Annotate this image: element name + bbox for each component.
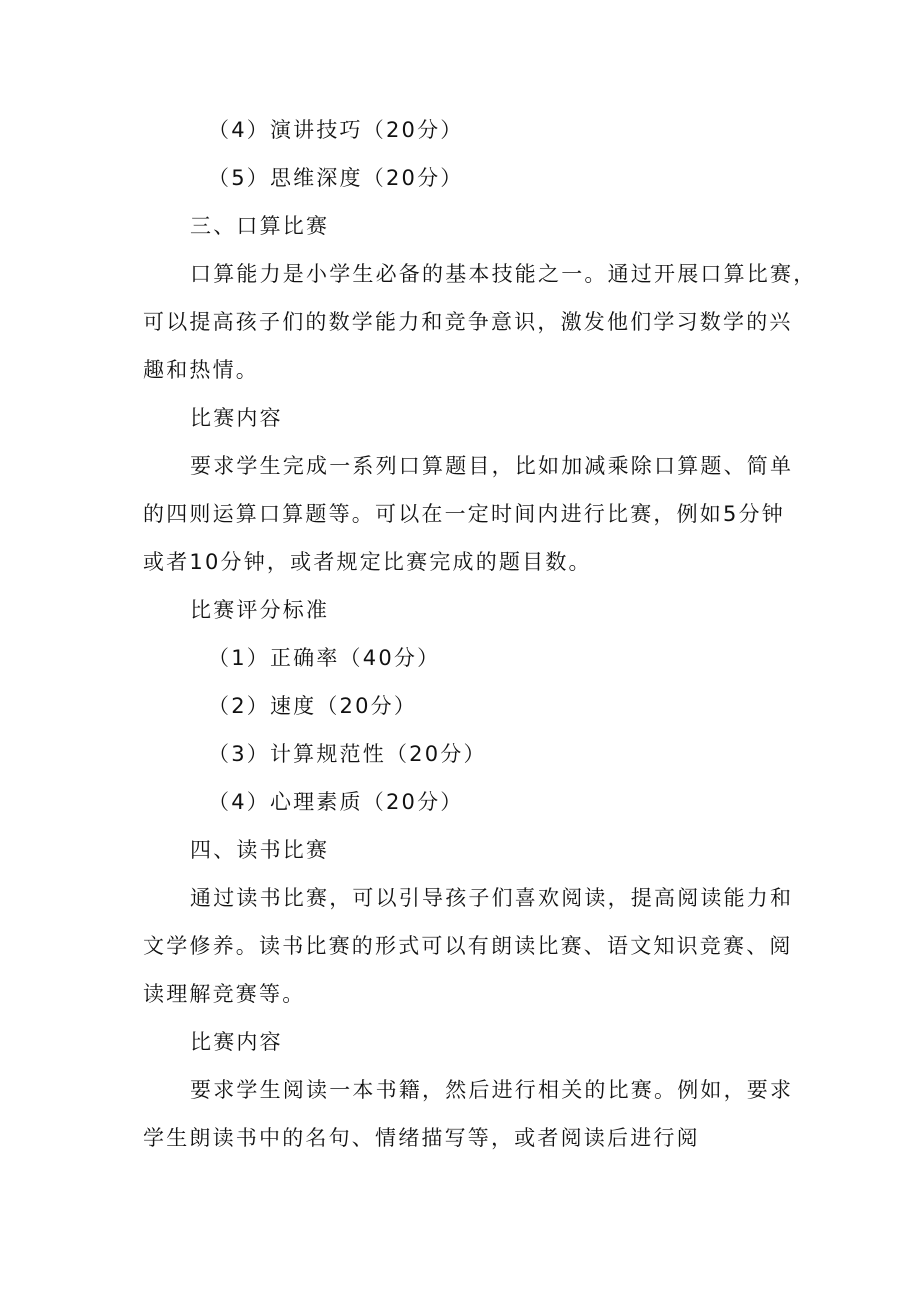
paragraph-line: 要求学生完成一系列口算题目，比如加减乘除口算题、简单 xyxy=(190,454,794,478)
score-item-thinking-depth: （5）思维深度（20分） xyxy=(208,166,464,190)
paragraph-line: 读理解竞赛等。 xyxy=(143,982,306,1006)
score-item-calculation-standard: （3）计算规范性（20分） xyxy=(208,742,487,766)
subheading-contest-content: 比赛内容 xyxy=(190,1030,283,1054)
score-item-accuracy: （1）正确率（40分） xyxy=(208,646,441,670)
paragraph-line: 要求学生阅读一本书籍，然后进行相关的比赛。例如，要求 xyxy=(190,1078,794,1102)
paragraph-line: 或者10分钟，或者规定比赛完成的题目数。 xyxy=(143,550,592,574)
paragraph-line: 趣和热情。 xyxy=(143,358,259,382)
score-item-speed: （2）速度（20分） xyxy=(208,694,418,718)
paragraph-line: 学生朗读书中的名句、情绪描写等，或者阅读后进行阅 xyxy=(143,1126,700,1150)
paragraph-line: 文学修养。读书比赛的形式可以有朗读比赛、语文知识竞赛、阅 xyxy=(143,934,793,958)
paragraph-line: 口算能力是小学生必备的基本技能之一。通过开展口算比赛， xyxy=(190,262,817,286)
section-heading-mental-math: 三、口算比赛 xyxy=(190,214,330,238)
score-item-mental-quality: （4）心理素质（20分） xyxy=(208,790,464,814)
subheading-scoring-criteria: 比赛评分标准 xyxy=(190,598,330,622)
section-heading-reading: 四、读书比赛 xyxy=(190,838,330,862)
subheading-contest-content: 比赛内容 xyxy=(190,406,283,430)
score-item-speech-skill: （4）演讲技巧（20分） xyxy=(208,118,464,142)
paragraph-line: 通过读书比赛，可以引导孩子们喜欢阅读，提高阅读能力和 xyxy=(190,886,794,910)
paragraph-line: 的四则运算口算题等。可以在一定时间内进行比赛，例如5分钟 xyxy=(143,502,785,526)
paragraph-line: 可以提高孩子们的数学能力和竞争意识，激发他们学习数学的兴 xyxy=(143,310,793,334)
